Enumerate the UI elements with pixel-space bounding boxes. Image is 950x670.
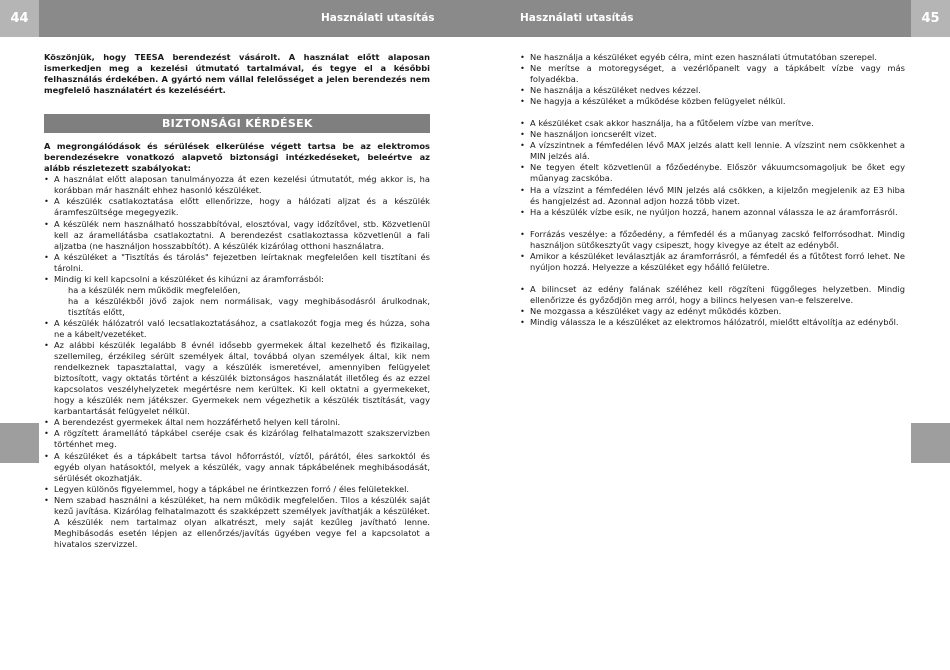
- list-item: • A berendezést gyermekek által nem hozzáférhető helyen kell tárolni.: [44, 417, 430, 428]
- spacer: [520, 107, 905, 118]
- sub-item: ha a készülék nem működik megfelelően,: [68, 284, 241, 295]
- list-item: • A vízszintnek a fémfedélen lévő MAX jelzés alatt kell lennie. A vízszint nem csökkenhet a MIN jelzés alá.: [520, 140, 905, 162]
- side-tab-left: [0, 423, 39, 463]
- list-item: • Ne merítse a motoregységet, a vezérlőpanelt vagy a tápkábelt vízbe vagy más folyadékba.: [520, 63, 905, 85]
- list-item: • Ne tegyen ételt közvetlenül a főzőedénybe. Először vákuumcsomagoljuk be őket egy műanyag zacskóba.: [520, 162, 905, 184]
- list-item: • Legyen különös figyelemmel, hogy a tápkábel ne érintkezzen forró / éles felületekkel.: [44, 484, 430, 495]
- list-item: • Ha a készülék vízbe esik, ne nyúljon hozzá, hanem azonnal válassza le az áramforrásról.: [520, 207, 905, 218]
- right-column: [520, 52, 905, 328]
- list-item: • A készülék nem használható hosszabbítóval, elosztóval, vagy időzítővel, stb. Közvetlenül kell az áramellátásba csatlakoztatni. A berendezést csatlakoztassa közvetlenül a fali aljzatba (ne használjon hosszabbítót). A készülék kizárólag otthoni használatra.: [44, 219, 430, 252]
- header-title-left: Használati utasítás: [321, 12, 435, 24]
- safety-lead: A megrongálódások és sérülések elkerülése végett tartsa be az elektromos berendezésekre vonatkozó alapvető biztonsági intézkedéseket, beleértve az alább részletezett szabályokat:: [44, 141, 430, 174]
- list-item: • Ha a vízszint a fémfedélen lévő MIN jelzés alá csökken, a kijelzőn megjelenik az E3 hiba és hangjelzést ad. Azonnal adjon hozzá több vizet.: [520, 185, 905, 207]
- list-item: • Ne használja a készüléket egyéb célra, mint ezen használati útmutatóban szerepel.: [520, 52, 905, 63]
- list-item: • Ne használja a készüléket nedves kézzel.: [520, 85, 905, 96]
- side-tab-right: [911, 423, 950, 463]
- list-item: • Mindig válassza le a készüléket az elektromos hálózatról, mielőtt eltávolítja az edényből.: [520, 317, 905, 328]
- spacer: [520, 218, 905, 229]
- list-item: • A készüléket és a tápkábelt tartsa távol hőforrástól, víztől, párától, éles sarkoktól és egyéb olyan hatásoktól, melyek a készülék, vagy annak tápkábelének meghibásodását, sérülését okozhatják.: [44, 451, 430, 484]
- list-item: • A használat előtt alaposan tanulmányozza át ezen kezelési útmutatót, még akkor is, ha korábban már használt ehhez hasonló készüléket.: [44, 174, 430, 196]
- intro-paragraph: Köszönjük, hogy TEESA berendezést vásárolt. A használat előtt alaposan ismerkedjen meg a kezelési útmutató tartalmával, és tegye el a későbbi felhasználás érdekében. A gyártó nem vállal felelősséget a jelen berendezés nem megfelelő használatért és kezeléséért.: [44, 52, 430, 96]
- list-item: • Ne használjon ioncserélt vizet.: [520, 129, 905, 140]
- safety-list-group-4: [520, 284, 905, 328]
- spacer: [520, 273, 905, 284]
- safety-list: [44, 174, 430, 550]
- list-item: • A készüléket a "Tisztítás és tárolás" fejezetben leírtaknak megfelelően kell tisztítani és tárolni.: [44, 252, 430, 274]
- safety-list-group-2: [520, 118, 905, 217]
- sub-item: ha a készülékből jövő zajok nem normálisak, vagy meghibásodásról árulkodnak, tisztítás előtt,: [68, 295, 430, 317]
- list-item: • Ne mozgassa a készüléket vagy az edényt működés közben.: [520, 306, 905, 317]
- list-item: • Amikor a készüléket leválasztják az áramforrásról, a fémfedél és a fűtőtest forró lehet. Ne nyúljon hozzá. Helyezze a készüléket egy hőálló felületre.: [520, 251, 905, 273]
- list-item: • A készülék hálózatról való lecsatlakoztatásához, a csatlakozót fogja meg és húzza, soha ne a kábelt/vezetéket.: [44, 318, 430, 340]
- list-item: • A készülék csatlakoztatása előtt ellenőrizze, hogy a hálózati aljzat és a készülék áramfeszültsége megegyezik.: [44, 196, 430, 218]
- page-number-right: 45: [911, 0, 950, 37]
- page-number-left: 44: [0, 0, 39, 37]
- list-item: • A készüléket csak akkor használja, ha a fűtőelem vízbe van merítve.: [520, 118, 905, 129]
- header-bar: [0, 0, 950, 37]
- list-item: • Nem szabad használni a készüléket, ha nem működik megfelelően. Tilos a készülék saját kezű javítása. Kizárólag felhatalmazott és szakképzett személyek javíthatják a készüléket. A készülék nem tartalmaz olyan alkatrészt, mely saját kezűleg javítható lenne. Meghibásodás esetén lépjen az ellenőrzés/javítás ügyében vegye fel a kapcsolatot a hivatalos szervizzel.: [44, 495, 430, 550]
- safety-list-group-1: [520, 52, 905, 107]
- list-item: • Az alábbi készülék legalább 8 évnél idősebb gyermekek által kezelhető és fizikailag, szellemileg, érzékileg sérült személyek által, továbbá olyan személyek által, kik nem rendelkeznek tapasztalattal, vagy a készülék ismeretével, amennyiben felügyelet biztosított, vagy oktatás történt a készülék biztonságos használatát illetőleg és az ezzel kapcsolatos veszélyhelyzetek megértésre nem kerültek. Ki kell oktatni a gyermekeket, hogy a készülék nem játékszer. Gyermekek nem végezhetik a készülék tisztítását, vagy karbantartását felügyelet nélkül.: [44, 340, 430, 417]
- list-item-text: Mindig ki kell kapcsolni a készüléket és kihúzni az áramforrásból:: [54, 273, 324, 284]
- list-item: • Forrázás veszélye: a főzőedény, a fémfedél és a műanyag zacskó felforrósodhat. Mindig használjon sütőkesztyűt vagy csipeszt, hogy kivegye az ételt az edényből.: [520, 229, 905, 251]
- list-item: • A bilincset az edény falának széléhez kell rögzíteni függőleges helyzetben. Mindig ellenőrizze és győződjön meg arról, hogy a bilincs helyesen van-e felszerelve.: [520, 284, 905, 306]
- list-item: • A rögzített áramellátó tápkábel cseréje csak és kizárólag felhatalmazott szakszervizben történhet meg.: [44, 428, 430, 450]
- left-column: [44, 52, 430, 550]
- list-item: • Ne hagyja a készüléket a működése közben felügyelet nélkül.: [520, 96, 905, 107]
- header-title-right: Használati utasítás: [520, 12, 634, 24]
- safety-list-group-3: [520, 229, 905, 273]
- section-title: BIZTONSÁGI KÉRDÉSEK: [44, 114, 430, 133]
- list-item: [44, 274, 430, 318]
